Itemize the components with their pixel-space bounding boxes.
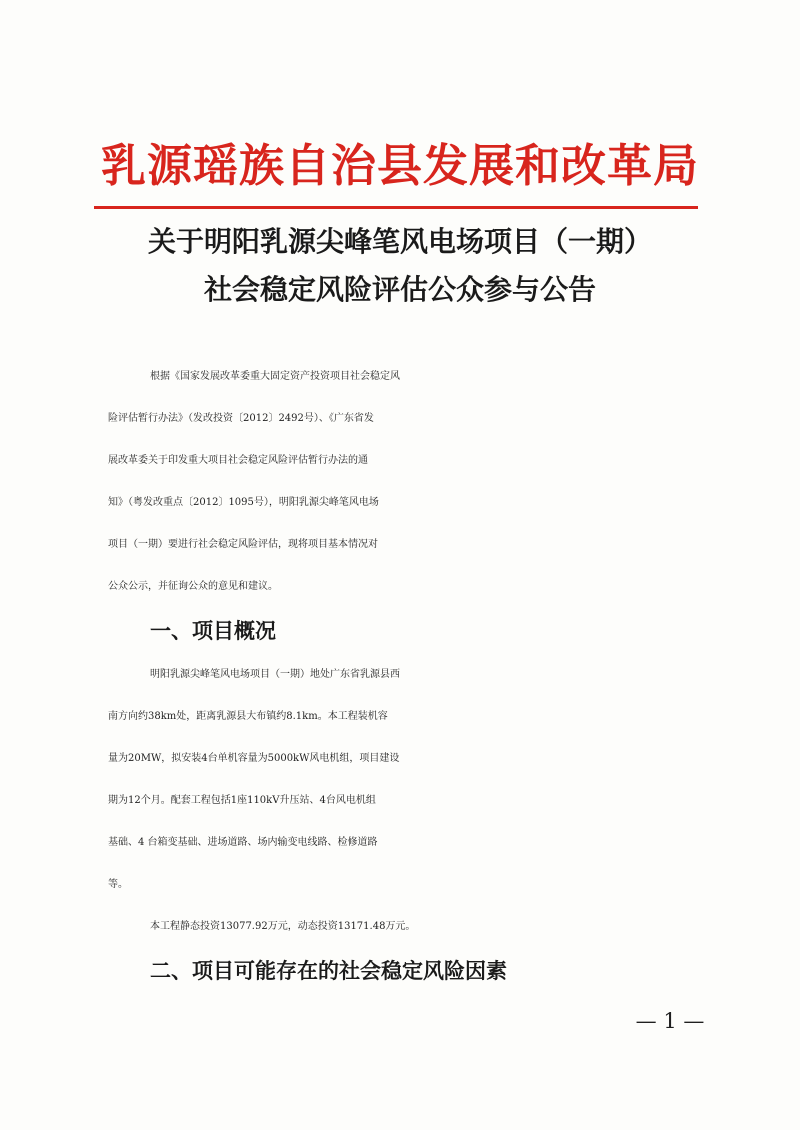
intro-line: 险评估暂行办法》（发改投资〔2012〕2492号）、《广东省发	[108, 413, 374, 424]
section-2-heading: 二、项目可能存在的社会稳定风险因素	[150, 959, 507, 983]
section-1-line: 明阳乳源尖峰笔风电场项目（一期）地处广东省乳源县西	[150, 669, 400, 680]
section-1-line: 期为12个月。配套工程包括1座110kV升压站、4台风电机组	[108, 795, 376, 806]
section-1-line: 量为20MW，拟安装4台单机容量为5000kW风电机组，项目建设	[108, 753, 400, 764]
intro-line: 根据《国家发展改革委重大固定资产投资项目社会稳定风	[150, 371, 400, 382]
section-1-line: 等。	[108, 879, 128, 890]
investment-line: 本工程静态投资13077.92万元，动态投资13171.48万元。	[150, 921, 416, 932]
page-number: — 1 —	[635, 1009, 705, 1033]
notice-title-line-2: 社会稳定风险评估公众参与公告	[203, 273, 596, 306]
section-1-line: 基础、4 台箱变基础、进场道路、场内输变电线路、检修道路	[108, 837, 378, 848]
intro-line: 项目（一期）要进行社会稳定风险评估，现将项目基本情况对	[108, 539, 378, 550]
notice-title-line-1: 关于明阳乳源尖峰笔风电场项目（一期）	[147, 225, 652, 258]
intro-line: 公众公示，并征询公众的意见和建议。	[108, 581, 278, 592]
header-divider	[94, 206, 698, 209]
intro-line: 知》（粤发改重点〔2012〕1095号），明阳乳源尖峰笔风电场	[108, 497, 379, 508]
issuer-header: 乳源瑶族自治县发展和改革局	[100, 139, 699, 192]
section-1-line: 南方向约38km处，距离乳源县大布镇约8.1km。本工程装机容	[108, 711, 388, 722]
section-1-heading: 一、项目概况	[150, 619, 276, 643]
intro-line: 展改革委关于印发重大项目社会稳定风险评估暂行办法的通	[108, 455, 368, 466]
